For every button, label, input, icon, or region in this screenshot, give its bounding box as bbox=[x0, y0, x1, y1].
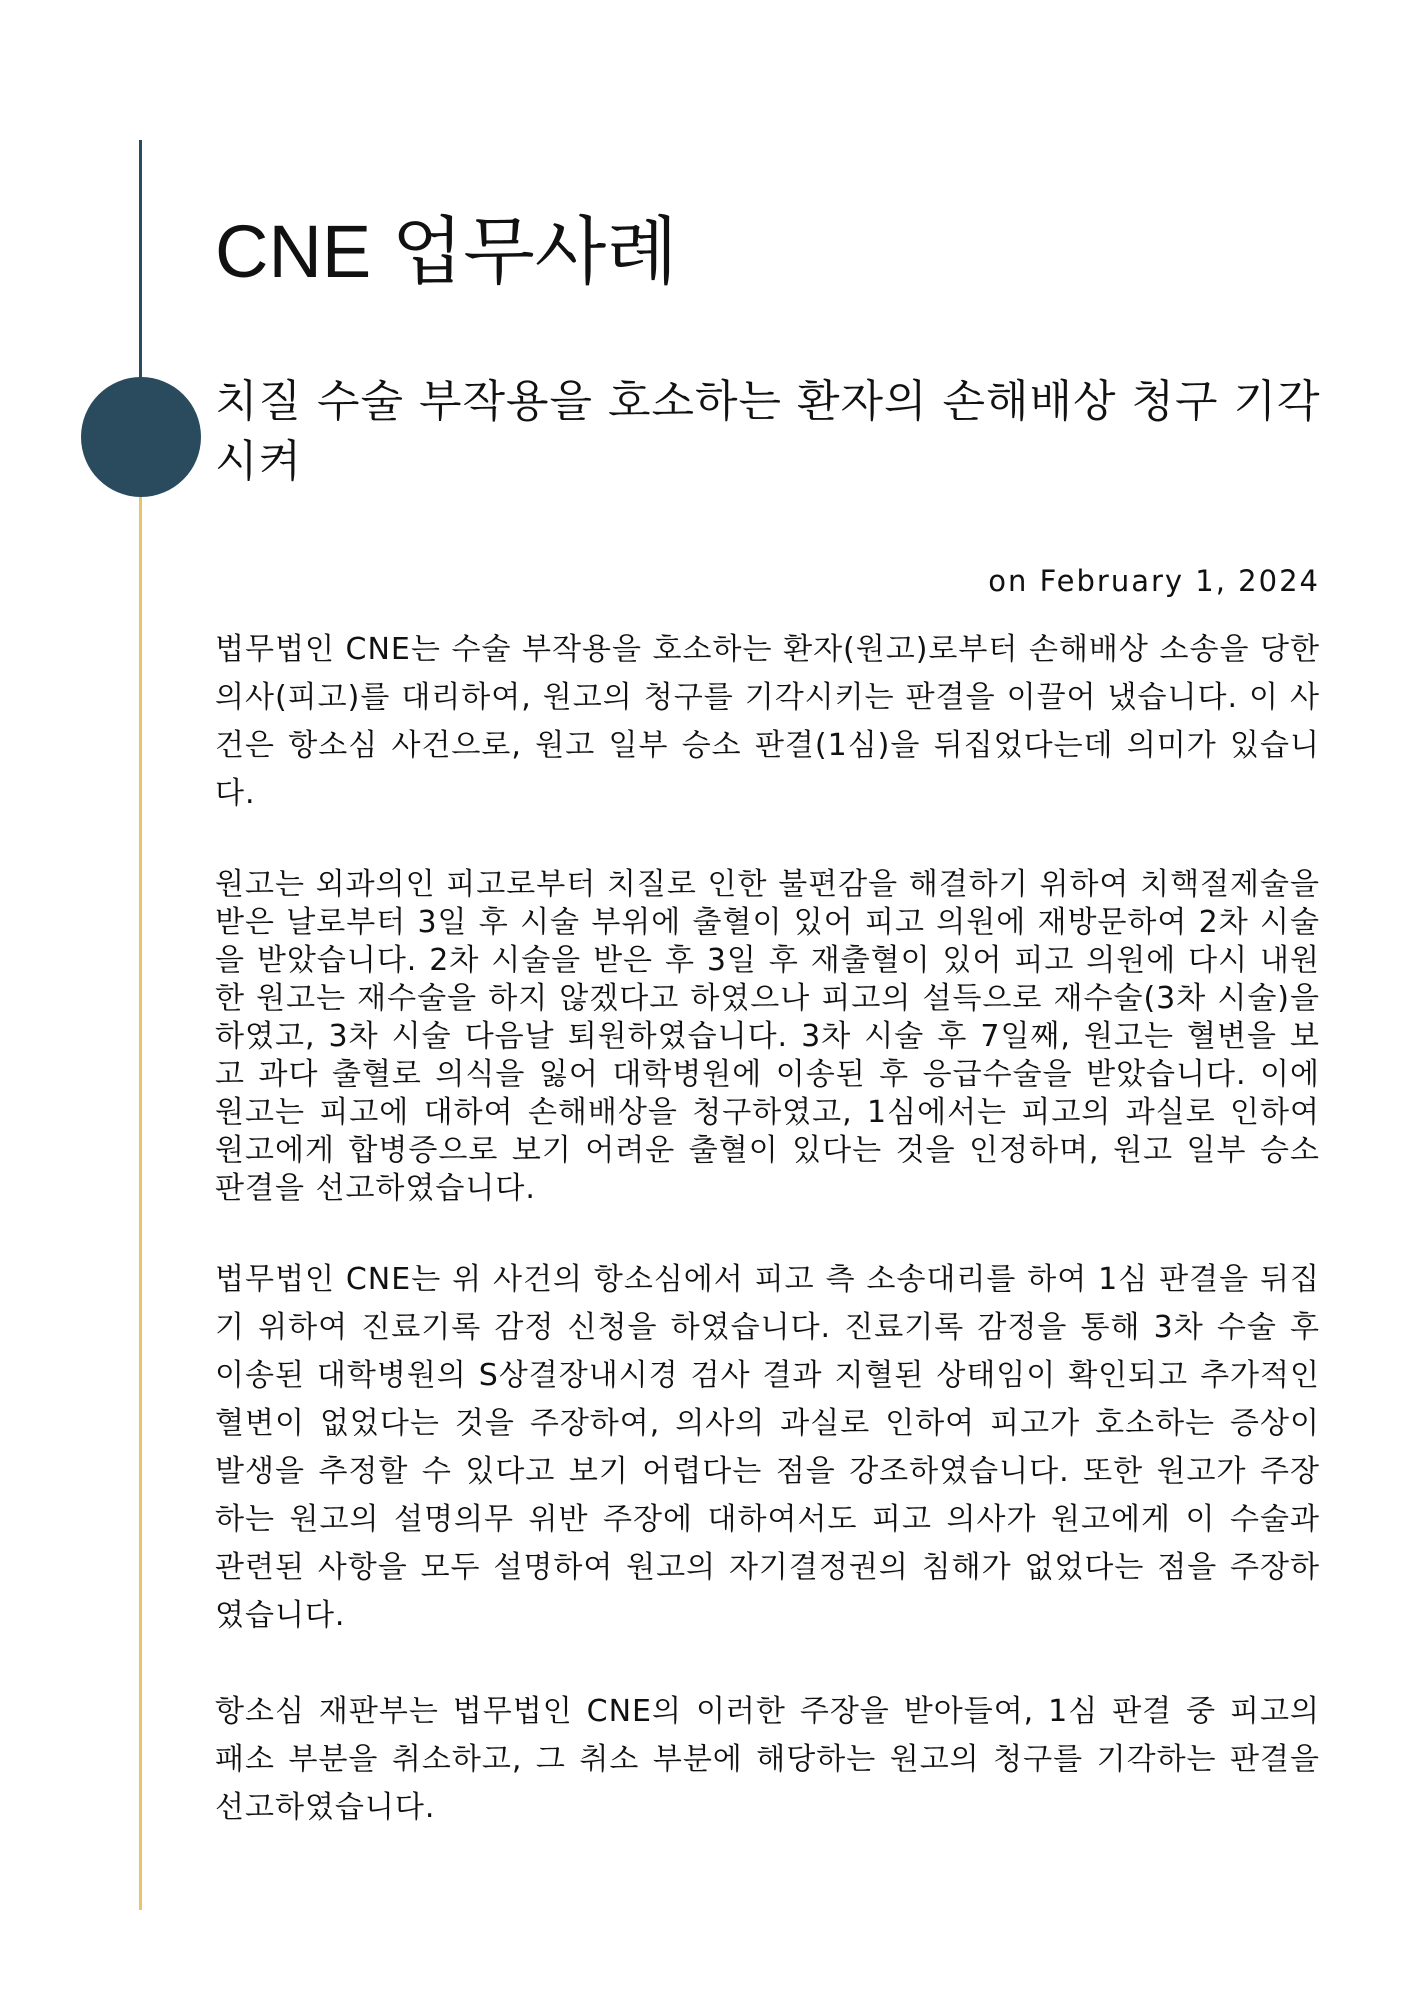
paragraph-argument: 법무법인 CNE는 위 사건의 항소심에서 피고 측 소송대리를 하여 1심 판결을 뒤집기 위하여 진료기록 감정 신청을 하였습니다. 진료기록 감정을 통해 3차 수술 후 이송된 대학병원의 S상결장내시경 검사 결과 지혈된 상태임이 확인되고 추가적인 혈변이 없었다는 것을 주장하여, 의사의 과실로 인하여 피고가 호소하는 증상이 발생을 추정할 수 있다고 보기 어렵다는 점을 강조하였습니다. 또한 원고가 주장하는 원고의 설명의무 위반 주장에 대하여서도 피고 의사가 원고에게 이 수술과 관련된 사항을 모두 설명하여 원고의 자기결정권의 침해가 없었다는 점을 주장하였습니다. bbox=[215, 1262, 1320, 1633]
publish-date: on February 1, 2024 bbox=[988, 564, 1320, 598]
article-headline: 치질 수술 부작용을 호소하는 환자의 손해배상 청구 기각시켜 bbox=[215, 376, 1321, 487]
decorative-circle bbox=[81, 377, 201, 497]
paragraph-intro: 법무법인 CNE는 수술 부작용을 호소하는 환자(원고)로부터 손해배상 소송을 당한 의사(피고)를 대리하여, 원고의 청구를 기각시키는 판결을 이끌어 냈습니다. 이 사건은 항소심 사건으로, 원고 일부 승소 판결(1심)을 뒤집었다는데 의미가 있습니다. bbox=[215, 632, 1320, 811]
page-title: CNE 업무사례 bbox=[215, 210, 678, 293]
paragraph-result: 항소심 재판부는 법무법인 CNE의 이러한 주장을 받아들여, 1심 판결 중 피고의 패소 부분을 취소하고, 그 취소 부분에 해당하는 원고의 청구를 기각하는 판결을 선고하였습니다. bbox=[215, 1694, 1320, 1825]
paragraph-background: 원고는 외과의인 피고로부터 치질로 인한 불편감을 해결하기 위하여 치핵절제술을 받은 날로부터 3일 후 시술 부위에 출혈이 있어 피고 의원에 재방문하여 2차 시술을 받았습니다. 2차 시술을 받은 후 3일 후 재출혈이 있어 피고 의원에 다시 내원한 원고는 재수술을 하지 않겠다고 하였으나 피고의 설득으로 재수술(3차 시술)을 하였고, 3차 시술 다음날 퇴원하였습니다. 3차 시술 후 7일째, 원고는 혈변을 보고 과다 출혈로 의식을 잃어 대학병원에 이송된 후 응급수술을 받았습니다. 이에 원고는 피고에 대하여 손해배상을 청구하였고, 1심에서는 피고의 과실로 인하여 원고에게 합병증으로 보기 어려운 출혈이 있다는 것을 인정하며, 원고 일부 승소 판결을 선고하였습니다. bbox=[215, 867, 1320, 1206]
timeline-line-bottom bbox=[139, 440, 142, 1910]
article-body bbox=[215, 626, 1320, 1832]
